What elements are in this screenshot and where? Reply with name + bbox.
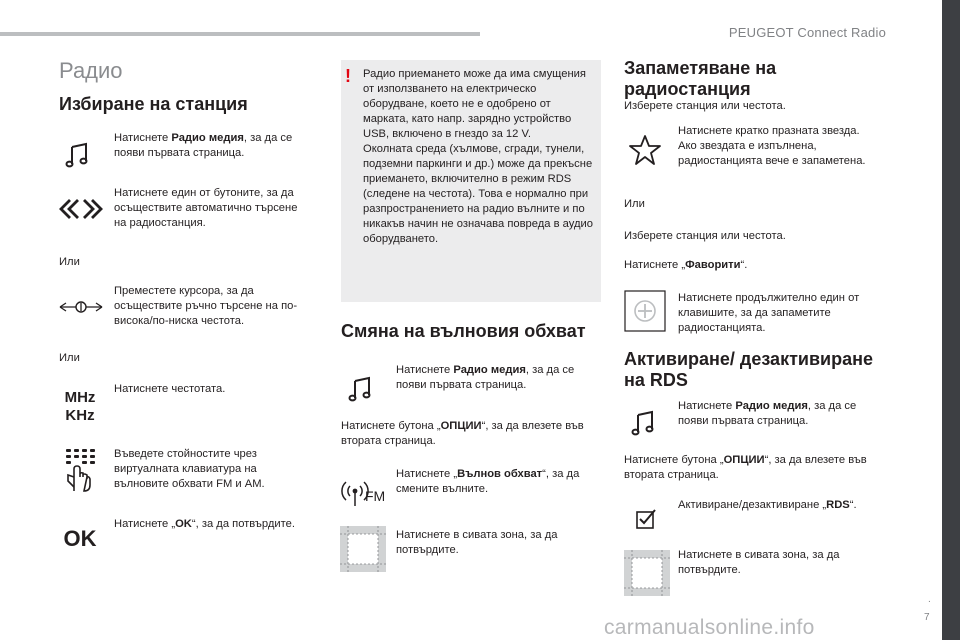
- col3-step-favourites: Натиснете „Фаворити“.: [624, 259, 748, 271]
- checkbox-icon: [632, 506, 660, 532]
- warning-icon: !: [345, 66, 351, 86]
- col1-step-manual-search: Преместете курсора, за да осъществите ръчно търсене на по-висока/по-ниска честота.: [114, 285, 298, 327]
- col1-step-ok: Натиснете „OK“, за да потвърдите.: [114, 518, 295, 530]
- music-note-icon: [626, 408, 662, 438]
- grey-zone-icon: [624, 550, 670, 596]
- col2-step-grey-zone: Натиснете в сивата зона, за да потвърдите.: [396, 529, 558, 556]
- warning-paragraph-1: Радио приемането може да има смущения от използването на електрическо оборудване, което не е одобрено от марката, като напр. зарядно устройство USB, включено в гнездо за 12 V.: [363, 68, 586, 140]
- col1-step-press-frequency: Натиснете честотата.: [114, 383, 226, 395]
- col3-intro: Изберете станция или честота.: [624, 100, 786, 112]
- music-note-icon: [60, 140, 96, 170]
- music-note-icon: [343, 374, 379, 404]
- col2-step-band: Натиснете „Вълнов обхват“, за да смените вълните.: [396, 468, 580, 495]
- col3-step-long-press: Натиснете продължително един от клавишите, за да запаметите радиостанцията.: [678, 292, 860, 334]
- col2-step-radio-media: Натиснете Радио медия, за да се появи първата страница.: [396, 364, 575, 391]
- tuning-slider-icon: [56, 296, 106, 318]
- footer-dot: .: [928, 594, 931, 605]
- watermark: carmanualsonline.info: [604, 616, 815, 639]
- warning-paragraph-2: Околната среда (хълмове, сгради, тунели, подземни паркинги и др.) може да прекъсне приемането, включително в режим RDS (следене на честота). Това е нормално при разпространението на радио вълните и по никакъв начин не означава повреда в аудио оборудването.: [363, 143, 593, 245]
- seek-arrows-icon: [56, 196, 106, 222]
- col3-step-rds-toggle: Активиране/дезактивиране „RDS“.: [678, 499, 857, 511]
- col1-or-1: Или: [59, 256, 80, 268]
- page-edge-bar: [942, 0, 960, 640]
- ok-icon: OK: [63, 526, 97, 551]
- top-rule: [0, 32, 480, 36]
- fm-radio-wave-icon: [341, 474, 385, 508]
- col3-step-options: Натиснете бутона „ОПЦИИ“, за да влезете във втората страница.: [624, 454, 867, 481]
- heading-rds: Активиране/ дезактивиране на RDS: [624, 349, 873, 390]
- col1-step-auto-search: Натиснете един от бутоните, за да осъществите автоматично търсене на радиостанция.: [114, 187, 298, 229]
- khz-label: KHz: [65, 407, 95, 424]
- star-icon: [624, 132, 666, 168]
- mhz-label: MHz: [64, 389, 96, 406]
- mhz-khz-icon: [56, 388, 104, 426]
- page-title: Радио: [59, 58, 123, 83]
- col2-step-options: Натиснете бутона „ОПЦИИ“, за да влезете във втората страница.: [341, 420, 584, 447]
- header-brand: PEUGEOT Connect Radio: [728, 25, 886, 40]
- add-preset-icon: [624, 290, 666, 332]
- col3-step-grey-zone: Натиснете в сивата зона, за да потвърдите.: [678, 549, 840, 576]
- col3-intro-2: Изберете станция или честота.: [624, 230, 786, 242]
- virtual-keyboard-icon: [58, 446, 102, 494]
- col3-or-1: Или: [624, 198, 645, 210]
- col3-step-radio-media: Натиснете Радио медия, за да се появи първата страница.: [678, 400, 857, 427]
- col3-step-star: Натиснете кратко празната звезда. Ако звездата е изпълнена, радиостанцията вече е запаметена.: [678, 125, 866, 167]
- col1-or-2: Или: [59, 352, 80, 364]
- fm-label: FM: [365, 488, 386, 504]
- warning-text: [363, 67, 595, 247]
- page-number: 7: [924, 612, 930, 623]
- heading-change-band: Смяна на вълновия обхват: [341, 321, 586, 341]
- heading-select-station: Избиране на станция: [59, 94, 248, 114]
- col1-step-radio-media: Натиснете Радио медия, за да се появи първата страница.: [114, 132, 293, 159]
- col1-step-virtual-keyboard: Въведете стойностите чрез виртуалната клавиатура на вълновите обхвати FM и AM.: [114, 448, 265, 490]
- heading-store-station: Запаметяване на радиостанция: [624, 58, 777, 99]
- grey-zone-icon: [340, 526, 386, 572]
